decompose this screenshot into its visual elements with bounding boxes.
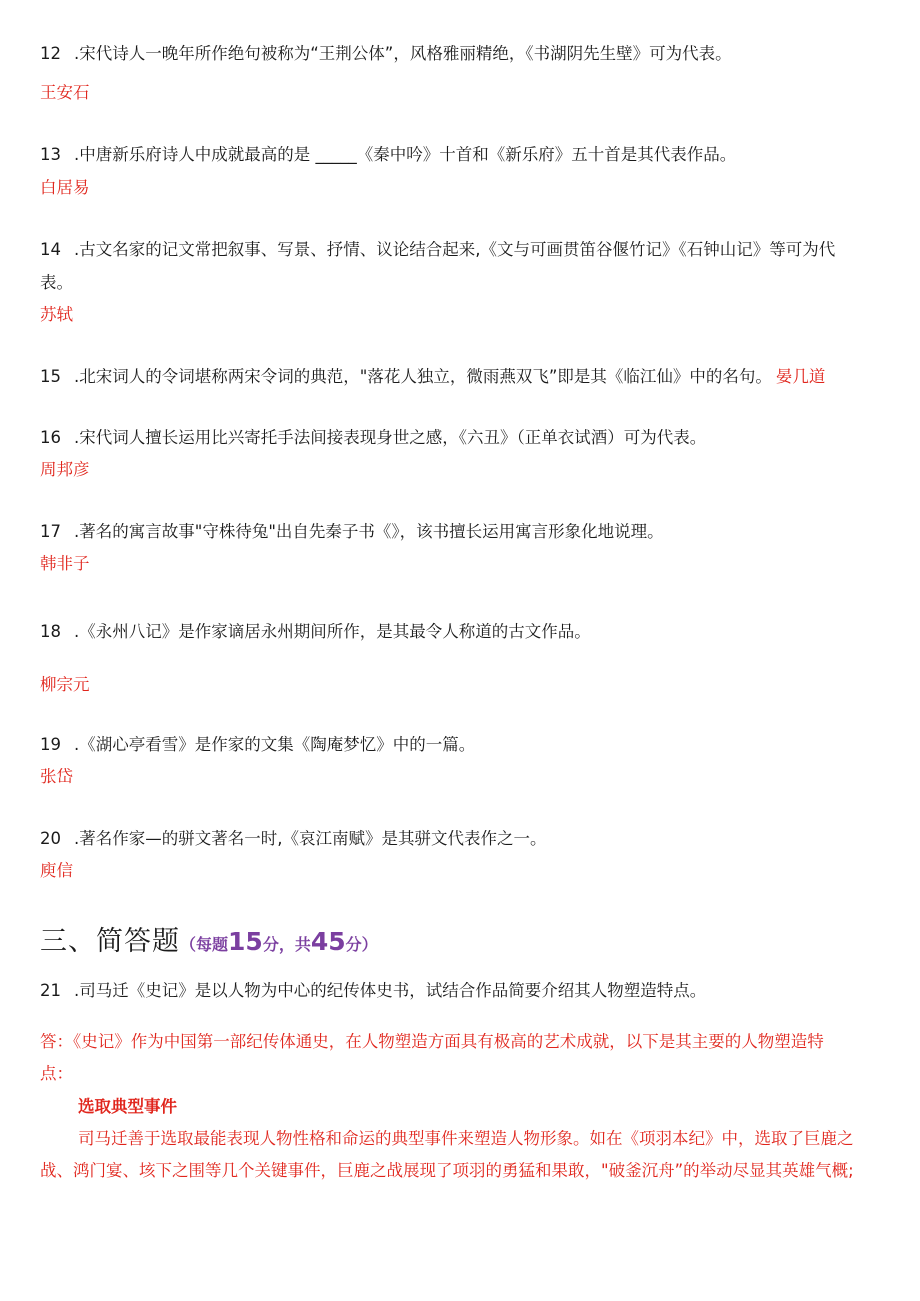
- question-14-line2: 表。: [40, 273, 73, 292]
- question-number: 12: [40, 44, 61, 63]
- answer-15: 晏几道: [775, 367, 826, 386]
- answer-21-paragraph-line1: 司马迁善于选取最能表现人物性格和命运的典型事件来塑造人物形象。如在《项羽本纪》中，选取了巨鹿之: [78, 1129, 854, 1148]
- note-score: 15: [228, 927, 263, 956]
- note-total: 45: [310, 927, 346, 956]
- question-16: [40, 427, 706, 449]
- question-number: 19: [40, 735, 61, 754]
- question-number: 18: [40, 622, 61, 641]
- question-text: .著名的寓言故事"守株待兔"出自先秦子书《》，该书擅长运用寓言形象化地说理。: [74, 522, 664, 541]
- question-17: [40, 521, 664, 543]
- question-18: [40, 621, 591, 643]
- question-12: [40, 43, 732, 65]
- question-text: .《湖心亭看雪》是作家的文集《陶庵梦忆》中的一篇。: [74, 735, 476, 754]
- note-open: （每题: [180, 935, 229, 954]
- question-number: 16: [40, 428, 61, 447]
- question-text: .著名作家—的骈文著名一时,《哀江南赋》是其骈文代表作之一。: [74, 829, 547, 848]
- section-score-note: [180, 927, 378, 956]
- answer-13: 白居易: [40, 178, 90, 197]
- answer-21-line1: 答：《史记》作为中国第一部纪传体通史，在人物塑造方面具有极高的艺术成就，以下是其主要的人物塑造特: [40, 1032, 824, 1051]
- question-text: .宋代词人擅长运用比兴寄托手法间接表现身世之感，《六丑》（正单衣试酒）可为代表。: [74, 428, 707, 447]
- answer-19: 张岱: [40, 767, 73, 786]
- note-close: 分）: [345, 935, 378, 954]
- question-number: 15: [40, 367, 61, 386]
- question-text: .北宋词人的令词堪称两宋令词的典范，"落花人独立，微雨燕双飞”即是其《临江仙》中的名句。: [74, 367, 772, 386]
- question-text: .宋代诗人一晚年所作绝句被称为“王荆公体”，风格雅丽精绝，《书湖阴先生壁》可为代表。: [74, 44, 732, 63]
- question-text: .司马迁《史记》是以人物为中心的纪传体史书，试结合作品简要介绍其人物塑造特点。: [74, 981, 707, 1000]
- answer-17: 韩非子: [40, 554, 90, 573]
- question-number: 13: [40, 145, 61, 164]
- question-20: [40, 828, 547, 850]
- answer-12: 王安石: [40, 83, 90, 102]
- question-text: .中唐新乐府诗人中成就最高的是 _____《秦中吟》十首和《新乐府》五十首是其代表作品。: [74, 145, 737, 164]
- section-title: 三、简答题: [40, 926, 180, 957]
- question-number: 17: [40, 522, 61, 541]
- answer-21-line2: 点：: [40, 1064, 73, 1083]
- question-number: 21: [40, 981, 61, 1000]
- answer-14: 苏轼: [40, 305, 73, 324]
- question-15: [40, 366, 825, 388]
- question-text: .《永州八记》是作家谪居永州期间所作，是其最令人称道的古文作品。: [74, 622, 591, 641]
- question-number: 20: [40, 829, 61, 848]
- note-mid: 分，共: [262, 935, 311, 954]
- question-21: [40, 980, 706, 1002]
- question-14: [40, 239, 835, 261]
- answer-21-paragraph-line2: 战、鸿门宴、垓下之围等几个关键事件，巨鹿之战展现了项羽的勇猛和果敢，"破釜沉舟”的举动尽显其英雄气概;: [40, 1161, 854, 1180]
- question-13: [40, 144, 736, 166]
- answer-20: 庾信: [40, 861, 73, 880]
- question-text: .古文名家的记文常把叙事、写景、抒情、议论结合起来,《文与可画贯笛谷偃竹记》《石钟山记》等可为代: [74, 240, 836, 259]
- answer-18: 柳宗元: [40, 675, 90, 694]
- answer-16: 周邦彦: [40, 460, 90, 479]
- answer-21-subheading: 选取典型事件: [78, 1097, 177, 1116]
- question-number: 14: [40, 240, 61, 259]
- question-19: [40, 734, 475, 756]
- section-heading: [40, 924, 378, 963]
